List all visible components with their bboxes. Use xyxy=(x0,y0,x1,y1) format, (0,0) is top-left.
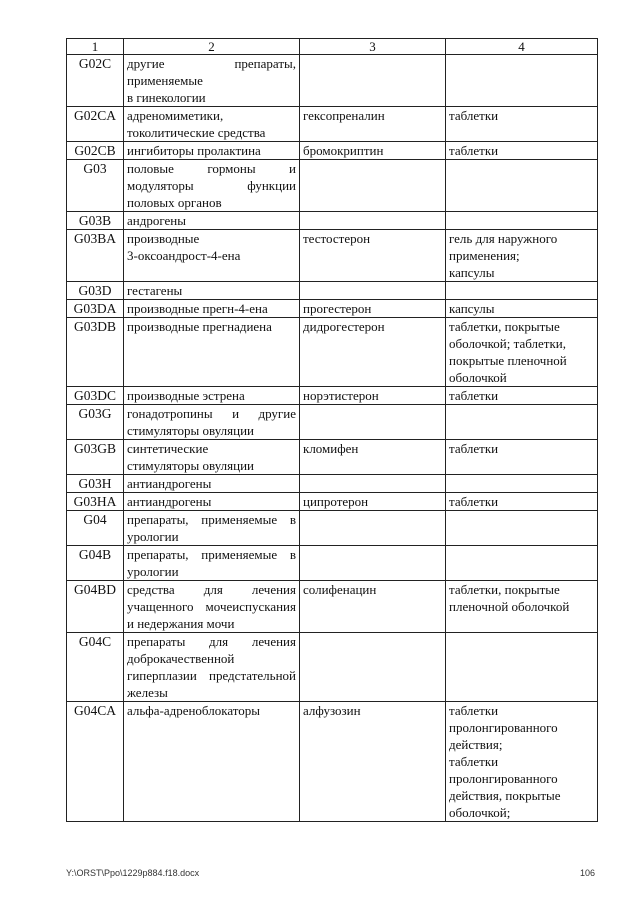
table-row xyxy=(67,581,598,633)
drug-name-cell: бромокриптин xyxy=(300,142,446,160)
dosage-form-cell xyxy=(446,633,598,702)
drug-name-cell: гексопреналин xyxy=(300,107,446,142)
drug-name-cell: солифенацин xyxy=(300,581,446,633)
table-row xyxy=(67,493,598,511)
atc-code-cell: G03GB xyxy=(67,440,124,475)
drug-name-cell: кломифен xyxy=(300,440,446,475)
table-row xyxy=(67,511,598,546)
column-header: 4 xyxy=(446,39,598,55)
dosage-form-cell xyxy=(446,511,598,546)
dosage-form-cell: гель для наружного применения; капсулы xyxy=(446,230,598,282)
dosage-form-cell: таблетки xyxy=(446,387,598,405)
dosage-form-cell: таблетки xyxy=(446,493,598,511)
dosage-form-cell: таблетки, покрытые пленочной оболочкой xyxy=(446,581,598,633)
pharmacological-group-cell: производные прегн-4-ена xyxy=(124,300,300,318)
table-row xyxy=(67,230,598,282)
dosage-form-cell xyxy=(446,282,598,300)
atc-code-cell: G03B xyxy=(67,212,124,230)
pharmacological-group-cell: ингибиторы пролактина xyxy=(124,142,300,160)
dosage-form-cell xyxy=(446,405,598,440)
pharmacological-group-cell: производные эстрена xyxy=(124,387,300,405)
atc-code-cell: G03DA xyxy=(67,300,124,318)
table-row xyxy=(67,387,598,405)
pharmacological-group-cell: производные прегнадиена xyxy=(124,318,300,387)
drug-name-cell xyxy=(300,511,446,546)
pharmacological-group-cell: препараты для лечения доброкачественной гиперплазии предстательной железы xyxy=(124,633,300,702)
table-row xyxy=(67,142,598,160)
drug-name-cell: тестостерон xyxy=(300,230,446,282)
dosage-form-cell xyxy=(446,475,598,493)
table-row xyxy=(67,440,598,475)
column-header: 2 xyxy=(124,39,300,55)
drug-name-cell xyxy=(300,633,446,702)
pharmacological-group-cell: препараты, применяемые в урологии xyxy=(124,511,300,546)
table-row xyxy=(67,475,598,493)
pharmacological-group-cell: половые гормоны и модуляторы функции половых органов xyxy=(124,160,300,212)
atc-code-cell: G03DB xyxy=(67,318,124,387)
atc-code-cell: G03BA xyxy=(67,230,124,282)
atc-code-cell: G02CB xyxy=(67,142,124,160)
column-header: 3 xyxy=(300,39,446,55)
pharmacological-group-cell: синтетические стимуляторы овуляции xyxy=(124,440,300,475)
dosage-form-cell: таблетки xyxy=(446,142,598,160)
atc-code-cell: G03H xyxy=(67,475,124,493)
table-row xyxy=(67,107,598,142)
atc-code-cell: G04CA xyxy=(67,702,124,822)
drug-classification-table xyxy=(66,38,598,822)
pharmacological-group-cell: гонадотропины и другие стимуляторы овуляции xyxy=(124,405,300,440)
atc-code-cell: G02C xyxy=(67,55,124,107)
table-header-row xyxy=(67,39,598,55)
pharmacological-group-cell: антиандрогены xyxy=(124,475,300,493)
drug-name-cell: норэтистерон xyxy=(300,387,446,405)
table-row xyxy=(67,405,598,440)
column-header: 1 xyxy=(67,39,124,55)
dosage-form-cell: капсулы xyxy=(446,300,598,318)
atc-code-cell: G03G xyxy=(67,405,124,440)
pharmacological-group-cell: антиандрогены xyxy=(124,493,300,511)
pharmacological-group-cell: андрогены xyxy=(124,212,300,230)
table-row xyxy=(67,546,598,581)
atc-code-cell: G03DC xyxy=(67,387,124,405)
dosage-form-cell: таблетки xyxy=(446,440,598,475)
dosage-form-cell: таблетки xyxy=(446,107,598,142)
atc-code-cell: G03HA xyxy=(67,493,124,511)
drug-name-cell xyxy=(300,55,446,107)
pharmacological-group-cell: альфа-адреноблокаторы xyxy=(124,702,300,822)
table-row xyxy=(67,318,598,387)
drug-name-cell xyxy=(300,282,446,300)
pharmacological-group-cell: гестагены xyxy=(124,282,300,300)
table-row xyxy=(67,633,598,702)
drug-name-cell: прогестерон xyxy=(300,300,446,318)
footer-page-number: 106 xyxy=(579,868,595,878)
atc-code-cell: G04B xyxy=(67,546,124,581)
table-row xyxy=(67,300,598,318)
dosage-form-cell xyxy=(446,546,598,581)
atc-code-cell: G04C xyxy=(67,633,124,702)
footer-file-path: Y:\ORST\Ppo\1229p884.f18.docx xyxy=(66,868,200,878)
drug-name-cell xyxy=(300,212,446,230)
drug-name-cell xyxy=(300,160,446,212)
dosage-form-cell: таблетки пролонгированного действия; таблетки пролонгированного действия, покрытые оболочкой; xyxy=(446,702,598,822)
pharmacological-group-cell: производные 3-оксоандрост-4-ена xyxy=(124,230,300,282)
pharmacological-group-cell: препараты, применяемые в урологии xyxy=(124,546,300,581)
drug-name-cell xyxy=(300,546,446,581)
dosage-form-cell xyxy=(446,160,598,212)
table-row xyxy=(67,282,598,300)
pharmacological-group-cell: средства для лечения учащенного мочеиспускания и недержания мочи xyxy=(124,581,300,633)
atc-code-cell: G03D xyxy=(67,282,124,300)
atc-code-cell: G03 xyxy=(67,160,124,212)
table-row xyxy=(67,160,598,212)
dosage-form-cell: таблетки, покрытые оболочкой; таблетки, покрытые пленочной оболочкой xyxy=(446,318,598,387)
drug-name-cell xyxy=(300,475,446,493)
atc-code-cell: G04 xyxy=(67,511,124,546)
table-row xyxy=(67,212,598,230)
drug-name-cell: алфузозин xyxy=(300,702,446,822)
pharmacological-group-cell: другие препараты, применяемые в гинекологии xyxy=(124,55,300,107)
dosage-form-cell xyxy=(446,212,598,230)
drug-name-cell: ципротерон xyxy=(300,493,446,511)
dosage-form-cell xyxy=(446,55,598,107)
atc-code-cell: G02CA xyxy=(67,107,124,142)
table-row xyxy=(67,55,598,107)
drug-name-cell: дидрогестерон xyxy=(300,318,446,387)
table-row xyxy=(67,702,598,822)
drug-name-cell xyxy=(300,405,446,440)
pharmacological-group-cell: адреномиметики, токолитические средства xyxy=(124,107,300,142)
atc-code-cell: G04BD xyxy=(67,581,124,633)
